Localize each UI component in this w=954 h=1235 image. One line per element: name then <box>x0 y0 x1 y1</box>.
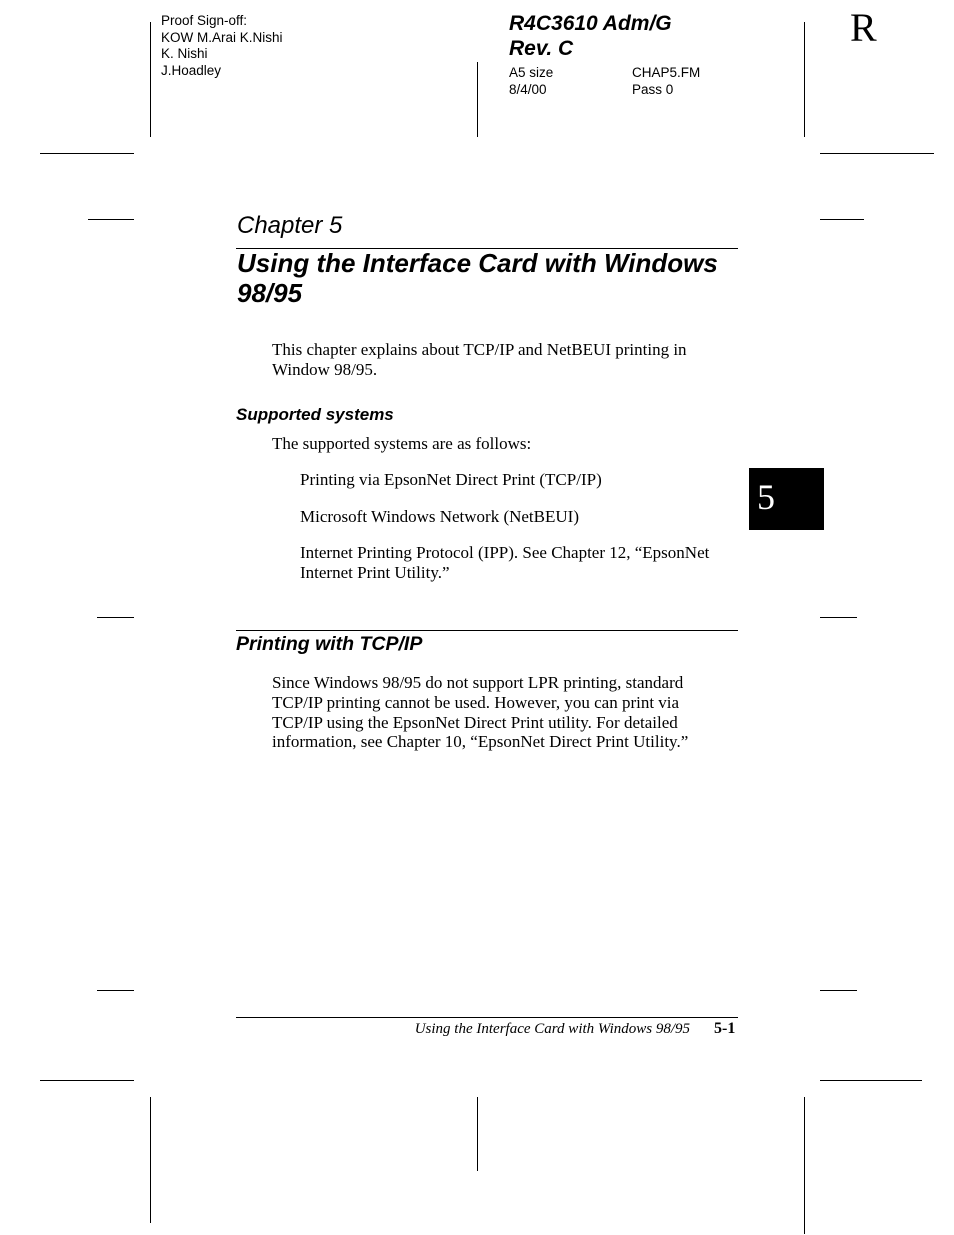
crop-mark <box>820 219 864 220</box>
crop-mark <box>40 153 134 154</box>
header-rule-left <box>150 22 151 137</box>
crop-mark <box>820 153 934 154</box>
footer-rule-middle <box>477 1097 478 1171</box>
printing-heading: Printing with TCP/IP <box>236 633 423 655</box>
list-item: Internet Printing Protocol (IPP). See Chapter 12, “EpsonNet Internet Print Utility.” <box>300 543 710 582</box>
chapter-tab-number: 5 <box>757 477 775 517</box>
proof-line: Proof Sign-off: <box>161 13 248 28</box>
footer-rule-right <box>804 1097 805 1234</box>
supported-lead: The supported systems are as follows: <box>272 434 532 453</box>
header-rule-right <box>804 22 805 137</box>
chapter-intro: This chapter explains about TCP/IP and NetBEUI printing in Window 98/95. <box>272 340 687 379</box>
proof-line: J.Hoadley <box>161 62 222 78</box>
proof-line: KOW M.Arai K.Nishi <box>161 29 283 45</box>
footer-rule <box>236 1017 738 1018</box>
proof-line: K. Nishi <box>161 46 208 61</box>
crop-mark <box>97 990 134 991</box>
page-size: A5 size <box>509 65 554 80</box>
chapter-tab <box>749 468 824 530</box>
document-meta <box>509 64 700 98</box>
crop-mark <box>820 617 857 618</box>
page-number: 5-1 <box>714 1020 736 1037</box>
supported-heading: Supported systems <box>236 405 394 424</box>
section-rule <box>236 630 738 631</box>
crop-mark <box>820 1080 922 1081</box>
proof-date: 8/4/00 <box>509 82 547 97</box>
chapter-title: Using the Interface Card with Windows 98/95 <box>237 248 718 308</box>
proof-signoff <box>161 13 283 79</box>
product-code <box>509 11 672 61</box>
footer-rule-left <box>150 1097 151 1223</box>
crop-mark <box>97 617 134 618</box>
list-item: Microsoft Windows Network (NetBEUI) <box>300 507 579 526</box>
chapter-label: Chapter 5 <box>237 212 343 239</box>
list-item: Printing via EpsonNet Direct Print (TCP/IP) <box>300 470 602 489</box>
revision-line: Rev. C <box>509 37 574 60</box>
crop-mark <box>40 1080 134 1081</box>
pass-number: Pass 0 <box>632 82 674 97</box>
header-rule-middle <box>477 62 478 137</box>
crop-mark <box>88 219 134 220</box>
product-code-line: R4C3610 Adm/G <box>509 12 672 35</box>
footer-title: Using the Interface Card with Windows 98/95 <box>414 1021 690 1037</box>
file-name: CHAP5.FM <box>632 65 701 80</box>
corner-mark: R <box>850 5 877 50</box>
printing-body: Since Windows 98/95 do not support LPR printing, standard TCP/IP printing cannot be used. However, you can print via TCP/IP using the EpsonNet Direct Print utility. For detailed information, see Chapter 10, “EpsonNet Direct Print Utility.” <box>272 673 689 752</box>
crop-mark <box>820 990 857 991</box>
